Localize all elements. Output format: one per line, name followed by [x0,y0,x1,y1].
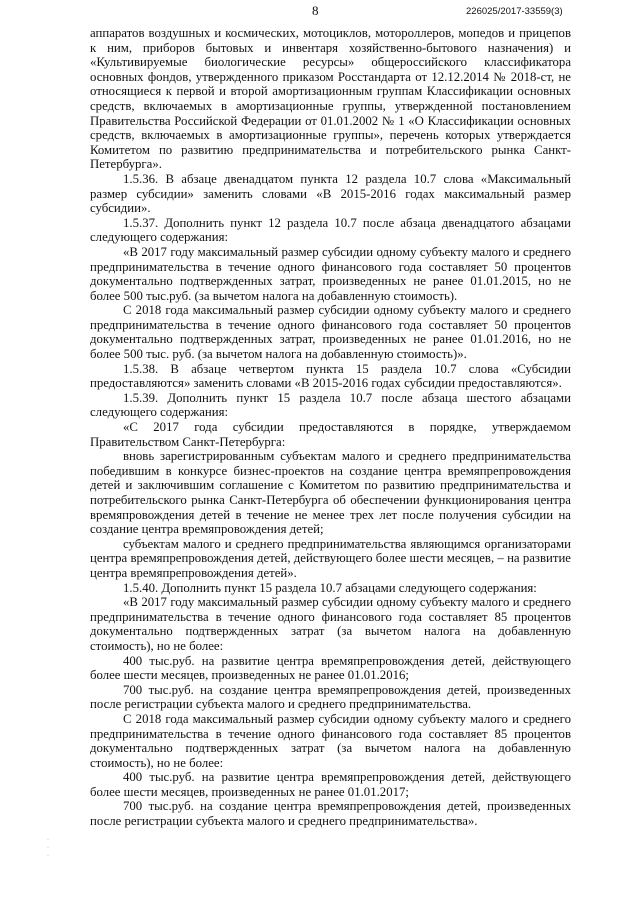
paragraph: С 2018 года максимальный размер субсидии одному субъекту малого и среднего предпринимательства в течение одного финансового года составляет 50 процентов документально подтвержденных затрат, произведенных не ранее 01.01.2016, но не более 500 тыс. руб. (за вычетом налога на добавленную стоимость)». [90,303,571,362]
paragraph: С 2018 года максимальный размер субсидии одному субъекту малого и среднего предпринимательства в течение одного финансового года составляет 85 процентов документально подтвержденных затрат (за вычетом налога на добавленную стоимость), но не более: [90,711,571,770]
paragraph: 1.5.40. Дополнить пункт 15 раздела 10.7 абзацами следующего содержания: [123,580,537,595]
paragraph: 700 тыс.руб. на создание центра времяпрепровождения детей, произведенных после регистрации субъекта малого и среднего предпринимательства. [90,682,571,712]
paragraph: 400 тыс.руб. на развитие центра времяпрепровождения детей, действующего более шести месяцев, произведенных не ранее 01.01.2016; [90,653,571,683]
paragraph: 1.5.38. В абзаце четвертом пункта 15 раздела 10.7 слова «Субсидии предоставляются» заменить словами «В 2015-2016 годах субсидии предоставляются». [90,361,571,391]
paragraph: 400 тыс.руб. на развитие центра времяпрепровождения детей, действующего более шести месяцев, произведенных не ранее 01.01.2017; [90,770,571,799]
margin-scan-mark: · · · [47,837,49,859]
paragraph: «В 2017 году максимальный размер субсидии одному субъекту малого и среднего предпринимательства в течение одного финансового года составляет 50 процентов документально подтвержденных затрат, произведенных не ранее 01.01.2015, но не более 500 тыс.руб. (за вычетом налога на добавленную стоимость). [90,244,571,303]
document-body [90,26,571,829]
paragraph: «С 2017 года субсидии предоставляются в порядке, утверждаемом Правительством Санкт-Петербурга: [90,420,571,449]
paragraph: 700 тыс.руб. на создание центра времяпрепровождения детей, произведенных после регистрации субъекта малого и среднего предпринимательства». [90,799,571,829]
page-number: 8 [312,3,319,18]
paragraph: 1.5.39. Дополнить пункт 15 раздела 10.7 после абзаца шестого абзацами следующего содержания: [90,390,571,420]
paragraph: субъектам малого и среднего предпринимательства являющимся организаторами центра времяпрепровождения детей, действующего более шести месяцев, – на развитие центра времяпрепровождения детей». [90,536,571,580]
document-code: 226025/2017-33559(3) [466,6,563,17]
paragraph: 1.5.36. В абзаце двенадцатом пункта 12 раздела 10.7 слова «Максимальный размер субсидии» заменить словами «В 2015-2016 годах максимальный размер субсидии». [90,171,571,216]
paragraph: «В 2017 году максимальный размер субсидии одному субъекту малого и среднего предпринимательства в течение одного финансового года составляет 85 процентов документально подтвержденных затрат (за вычетом налога на добавленную стоимость), но не более: [90,595,571,653]
paragraph: аппаратов воздушных и космических, мотоциклов, мотороллеров, мопедов и прицепов к ним, приборов бытовых и инвентаря хозяйственно-бытового назначения) и «Культивируемые биологические ресурсы» общероссийского классификатора основных фондов, утвержденного приказом Росстандарта от 12.12.2014 № 2018-ст, не относящиеся к первой и второй амортизационным группам Классификации основных средств, включаемых в амортизационные группы, утвержденной постановлением Правительства Российской Федерации от 01.01.2002 № 1 «О Классификации основных средств, включаемых в амортизационные группы», перечень которых утверждается Комитетом по развитию предпринимательства и потребительского рынка Санкт-Петербурга». [90,26,571,172]
paragraph: 1.5.37. Дополнить пункт 12 раздела 10.7 после абзаца двенадцатого абзацами следующего содержания: [90,215,571,245]
paragraph: вновь зарегистрированным субъектам малого и среднего предпринимательства победившим в конкурсе бизнес-проектов на создание центра времяпрепровождения детей и заключившим соглашение с Комитетом по развитию предпринимательства и потребительского рынка Санкт-Петербурга об обеспечении функционирования центра времяпровождения детей в течение не менее трех лет после получения субсидии на создание центра времяпровождения детей; [90,449,571,537]
